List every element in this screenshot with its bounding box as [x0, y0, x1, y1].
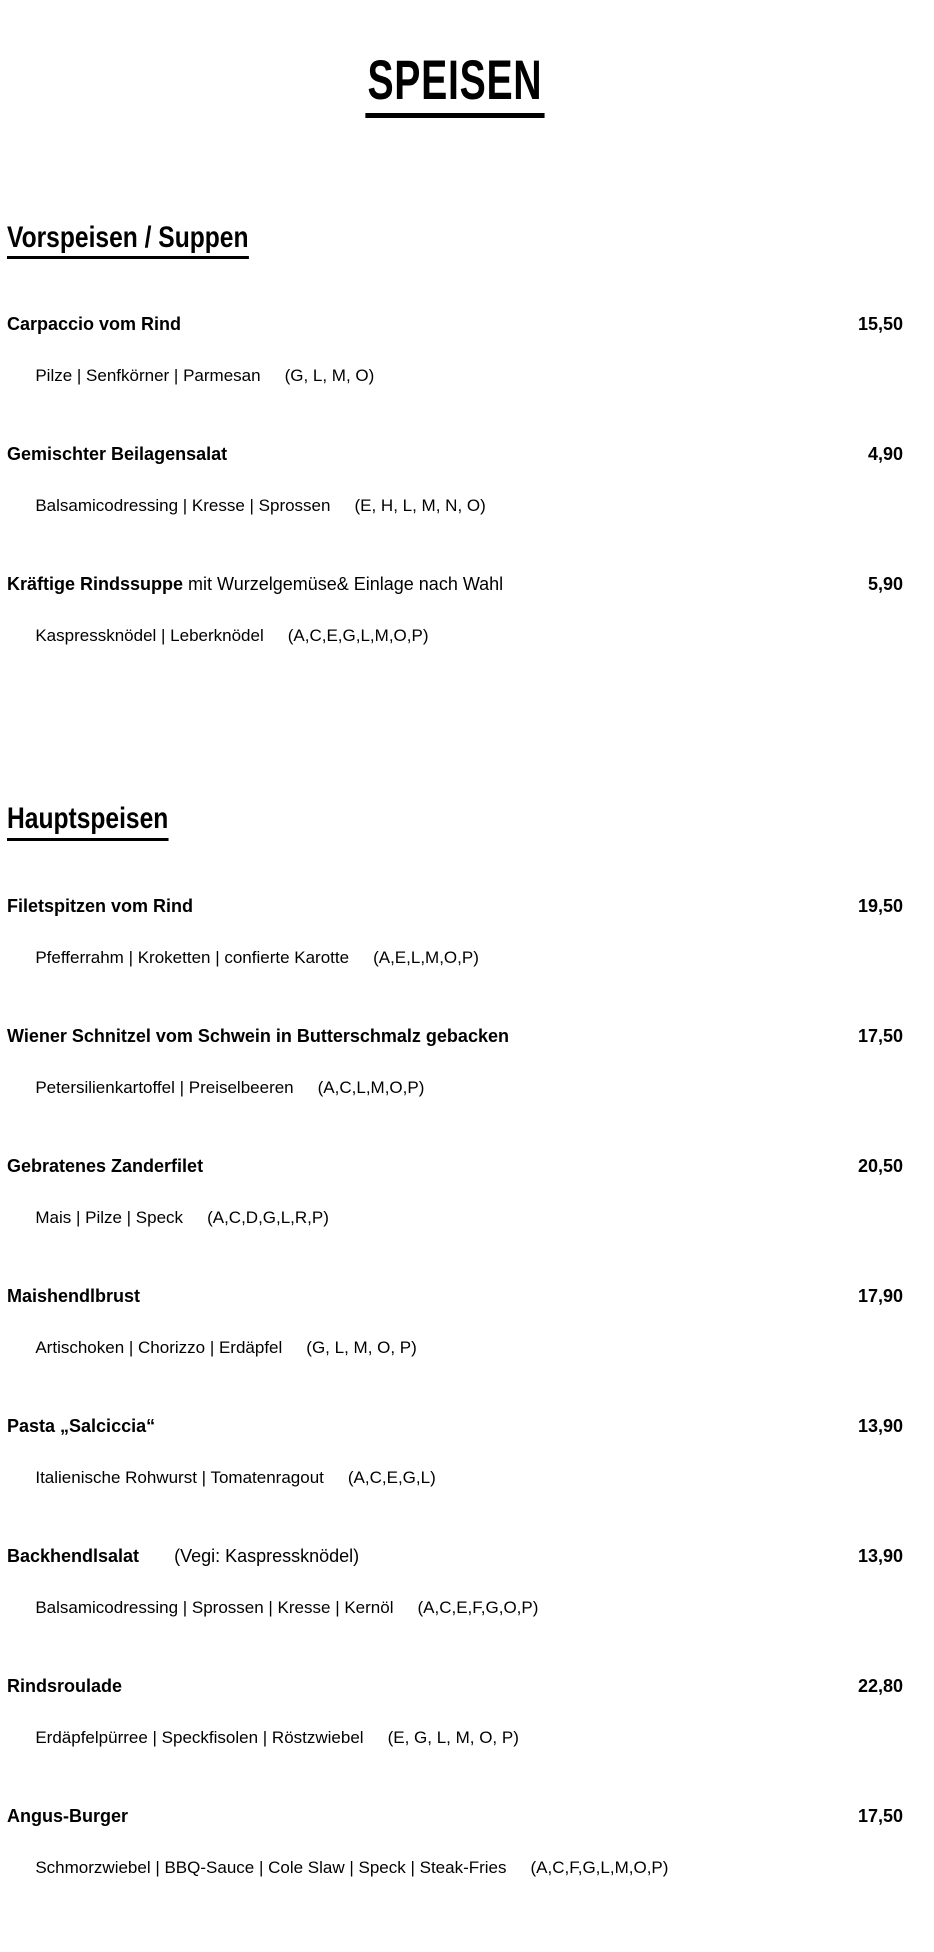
item-price: 4,90 — [867, 444, 903, 465]
item-price: 17,50 — [857, 1025, 903, 1046]
item-sides: Schmorzwiebel | BBQ-Sauce | Cole Slaw | Speck | Steak-Fries — [35, 1857, 507, 1877]
item-allergens: (A,E,L,M,O,P) — [373, 947, 479, 967]
item-price: 22,80 — [857, 1675, 903, 1696]
item-row — [7, 572, 903, 596]
item-allergens: (A,C,E,G,L,M,O,P) — [287, 626, 429, 646]
item-description — [7, 1312, 903, 1384]
item-sides: Pfefferrahm | Kroketten | confierte Karotte — [35, 947, 350, 967]
item-price: 19,50 — [857, 895, 903, 916]
item-name-line — [7, 1804, 128, 1828]
item-allergens: (E, G, L, M, O, P) — [387, 1727, 519, 1747]
item-name: Wiener Schnitzel vom Schwein in Butterschmalz gebacken — [7, 1025, 509, 1046]
item-name: Rindsroulade — [7, 1675, 123, 1696]
item-allergens: (A,C,D,G,L,R,P) — [207, 1207, 329, 1227]
item-name: Pasta „Salciccia“ — [7, 1415, 156, 1436]
item-sides: Artischoken | Chorizzo | Erdäpfel — [35, 1337, 283, 1357]
menu-item — [7, 1544, 903, 1644]
item-row — [7, 1154, 903, 1178]
item-name-suffix: mit Wurzelgemüse& Einlage nach Wahl — [183, 574, 504, 595]
item-name-line — [7, 1414, 155, 1438]
item-row — [7, 312, 903, 336]
item-row — [7, 1284, 903, 1308]
item-sides: Erdäpfelpürree | Speckfisolen | Röstzwiebel — [35, 1727, 364, 1747]
menu-item — [7, 1804, 903, 1904]
menu-item — [7, 1284, 903, 1384]
item-allergens: (A,C,L,M,O,P) — [317, 1077, 425, 1097]
item-description — [7, 600, 903, 672]
item-row — [7, 1544, 903, 1568]
item-name-line — [7, 572, 503, 596]
item-row — [7, 1804, 903, 1828]
item-name: Filetspitzen vom Rind — [7, 895, 194, 916]
item-row — [7, 1414, 903, 1438]
item-name-line — [7, 1674, 122, 1698]
section-items — [7, 894, 903, 1904]
menu-item — [7, 1154, 903, 1254]
item-price: 5,90 — [867, 574, 903, 595]
item-name-line — [7, 442, 227, 466]
menu-title: SPEISEN — [365, 52, 544, 118]
item-description — [7, 1572, 903, 1644]
item-sides: Kaspressknödel | Leberknödel — [35, 626, 264, 646]
item-sides: Mais | Pilze | Speck — [35, 1207, 184, 1227]
menu-item — [7, 1674, 903, 1774]
section-heading: Vorspeisen / Suppen — [7, 222, 249, 260]
item-name: Gemischter Beilagensalat — [7, 444, 228, 465]
section-items — [7, 312, 903, 672]
item-name: Kräftige Rindssuppe — [7, 574, 184, 595]
item-name-suffix: (Vegi: Kaspressknödel) — [139, 1545, 360, 1566]
item-description — [7, 1702, 903, 1774]
item-allergens: (E, H, L, M, N, O) — [354, 496, 486, 516]
item-description — [7, 1052, 903, 1124]
item-price: 13,90 — [857, 1545, 903, 1566]
item-sides: Italienische Rohwurst | Tomatenragout — [35, 1467, 324, 1487]
item-name: Angus-Burger — [7, 1805, 128, 1826]
item-allergens: (A,C,E,F,G,O,P) — [417, 1597, 539, 1617]
section-heading: Hauptspeisen — [7, 803, 168, 841]
item-row — [7, 1024, 903, 1048]
item-name-line — [7, 894, 193, 918]
menu-item — [7, 442, 903, 542]
item-description — [7, 470, 903, 542]
menu-sections — [7, 197, 903, 1904]
item-name-line — [7, 1544, 359, 1568]
menu-item — [7, 312, 903, 412]
item-sides: Petersilienkartoffel | Preiselbeeren — [35, 1077, 294, 1097]
item-name: Backhendlsalat — [7, 1545, 140, 1566]
item-sides: Pilze | Senfkörner | Parmesan — [35, 366, 261, 386]
menu-section — [7, 197, 903, 672]
item-price: 20,50 — [857, 1155, 903, 1176]
item-description — [7, 1182, 903, 1254]
item-description — [7, 1832, 903, 1904]
menu-item — [7, 572, 903, 672]
item-name: Carpaccio vom Rind — [7, 314, 182, 335]
item-row — [7, 442, 903, 466]
menu-item — [7, 894, 903, 994]
item-name-line — [7, 1154, 203, 1178]
item-allergens: (A,C,E,G,L) — [347, 1467, 436, 1487]
item-name-line — [7, 1024, 509, 1048]
item-name: Gebratenes Zanderfilet — [7, 1155, 204, 1176]
item-allergens: (G, L, M, O, P) — [306, 1337, 417, 1357]
item-description — [7, 1442, 903, 1514]
menu-title-wrap — [7, 14, 903, 155]
menu-item — [7, 1414, 903, 1514]
item-price: 17,50 — [857, 1805, 903, 1826]
item-name-line — [7, 1284, 140, 1308]
item-price: 13,90 — [857, 1415, 903, 1436]
menu-item — [7, 1024, 903, 1124]
item-name-line — [7, 312, 181, 336]
item-name: Maishendlbrust — [7, 1285, 141, 1306]
item-allergens: (G, L, M, O) — [284, 366, 375, 386]
item-row — [7, 1674, 903, 1698]
item-description — [7, 922, 903, 994]
item-allergens: (A,C,F,G,L,M,O,P) — [530, 1857, 669, 1877]
item-sides: Balsamicodressing | Sprossen | Kresse | Kernöl — [35, 1597, 394, 1617]
item-price: 17,90 — [857, 1285, 903, 1306]
item-sides: Balsamicodressing | Kresse | Sprossen — [35, 496, 331, 516]
menu-section — [7, 778, 903, 1903]
item-description — [7, 340, 903, 412]
item-price: 15,50 — [857, 314, 903, 335]
item-row — [7, 894, 903, 918]
